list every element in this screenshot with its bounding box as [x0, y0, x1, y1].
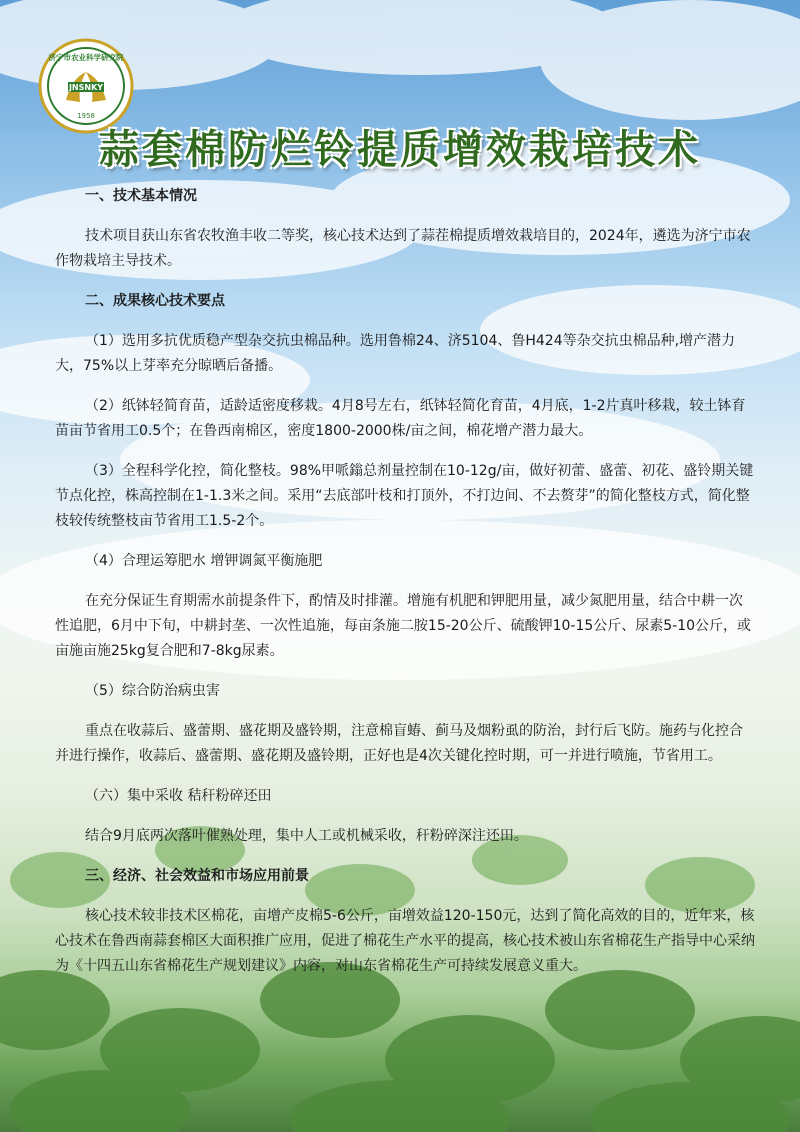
section-2-item-6-paragraph: 结合9月底两次落叶催熟处理，集中人工或机械采收，秆粉碎深注还田。 [85, 828, 528, 844]
section-2-item-4-paragraph: 在充分保证生育期需水前提条件下，酌情及时排灌。增施有机肥和钾肥用量，减少氮肥用量，结合中耕一次性追肥，6月中下旬，中耕封垄、一次性追施，每亩条施二胺15-20公斤、硫酸钾10-15公斤、尿素5-10公斤，或亩施亩施25kg复合肥和7-8kg尿素。 [55, 593, 752, 659]
section-3-paragraph: 核心技术较非技术区棉花，亩增产皮棉5-6公斤，亩增效益120-150元，达到了简化高效的目的，近年来，核心技术在鲁西南蒜套棉区大面积推广应用，促进了棉花生产水平的提高，核心技术被山东省棉花生产指导中心采纳为《十四五山东省棉花生产规划建议》内容，对山东省棉花生产可持续发展意义重大。 [55, 908, 755, 974]
section-2-item-2: （2）纸钵轻简育苗，适龄适密度移栽。4月8号左右，纸钵轻简化育苗，4月底，1-2片真叶移栽，较土钵育苗亩节省用工0.5个；在鲁西南棉区，密度1800-2000株/亩之间，棉花增产潜力最大。 [55, 398, 746, 439]
section-2-item-1: （1）选用多抗优质稳产型杂交抗虫棉品种。选用鲁棉24、济5104、鲁H424等杂交抗虫棉品种,增产潜力大，75%以上芽率充分晾晒后备播。 [55, 333, 736, 374]
section-2-item-6-title: （六）集中采收 秸秆粉碎还田 [85, 788, 272, 804]
document-body [55, 184, 755, 994]
section-2-heading: 二、成果核心技术要点 [85, 293, 225, 309]
page-title: 蒜套棉防烂铃提质增效栽培技术 [99, 126, 701, 173]
logo-abbr: JNSNKY [68, 83, 104, 92]
section-1-heading: 一、技术基本情况 [85, 188, 197, 204]
section-2-item-3: （3）全程科学化控，简化整枝。98%甲哌鎓总剂量控制在10-12g/亩，做好初蕾、盛蕾、初花、盛铃期关键节点化控，株高控制在1-1.3米之间。采用“去底部叶枝和打顶外，不打边间、不去赘芽”的简化整枝方式，简化整枝较传统整枝亩节省用工1.5-2个。 [55, 463, 754, 529]
section-1-paragraph: 技术项目获山东省农牧渔丰收二等奖，核心技术达到了蒜茬棉提质增效栽培目的，2024年，遴选为济宁市农作物栽培主导技术。 [55, 228, 751, 269]
section-2-item-5-title: （5）综合防治病虫害 [85, 683, 220, 699]
section-2-item-5-paragraph: 重点在收蒜后、盛蕾期、盛花期及盛铃期，注意棉盲蝽、蓟马及烟粉虱的防治，封行后飞防。施药与化控合并进行操作，收蒜后、盛蕾期、盛花期及盛铃期，正好也是4次关键化控时期，可一并进行喷施，节省用工。 [55, 723, 743, 764]
logo-year: 1958 [77, 112, 95, 120]
section-3-heading: 三、经济、社会效益和市场应用前景 [85, 868, 309, 884]
logo-org-name: 济宁市农业科学研究院 [48, 53, 124, 62]
section-2-item-4-title: （4）合理运筹肥水 增钾调氮平衡施肥 [85, 553, 323, 569]
